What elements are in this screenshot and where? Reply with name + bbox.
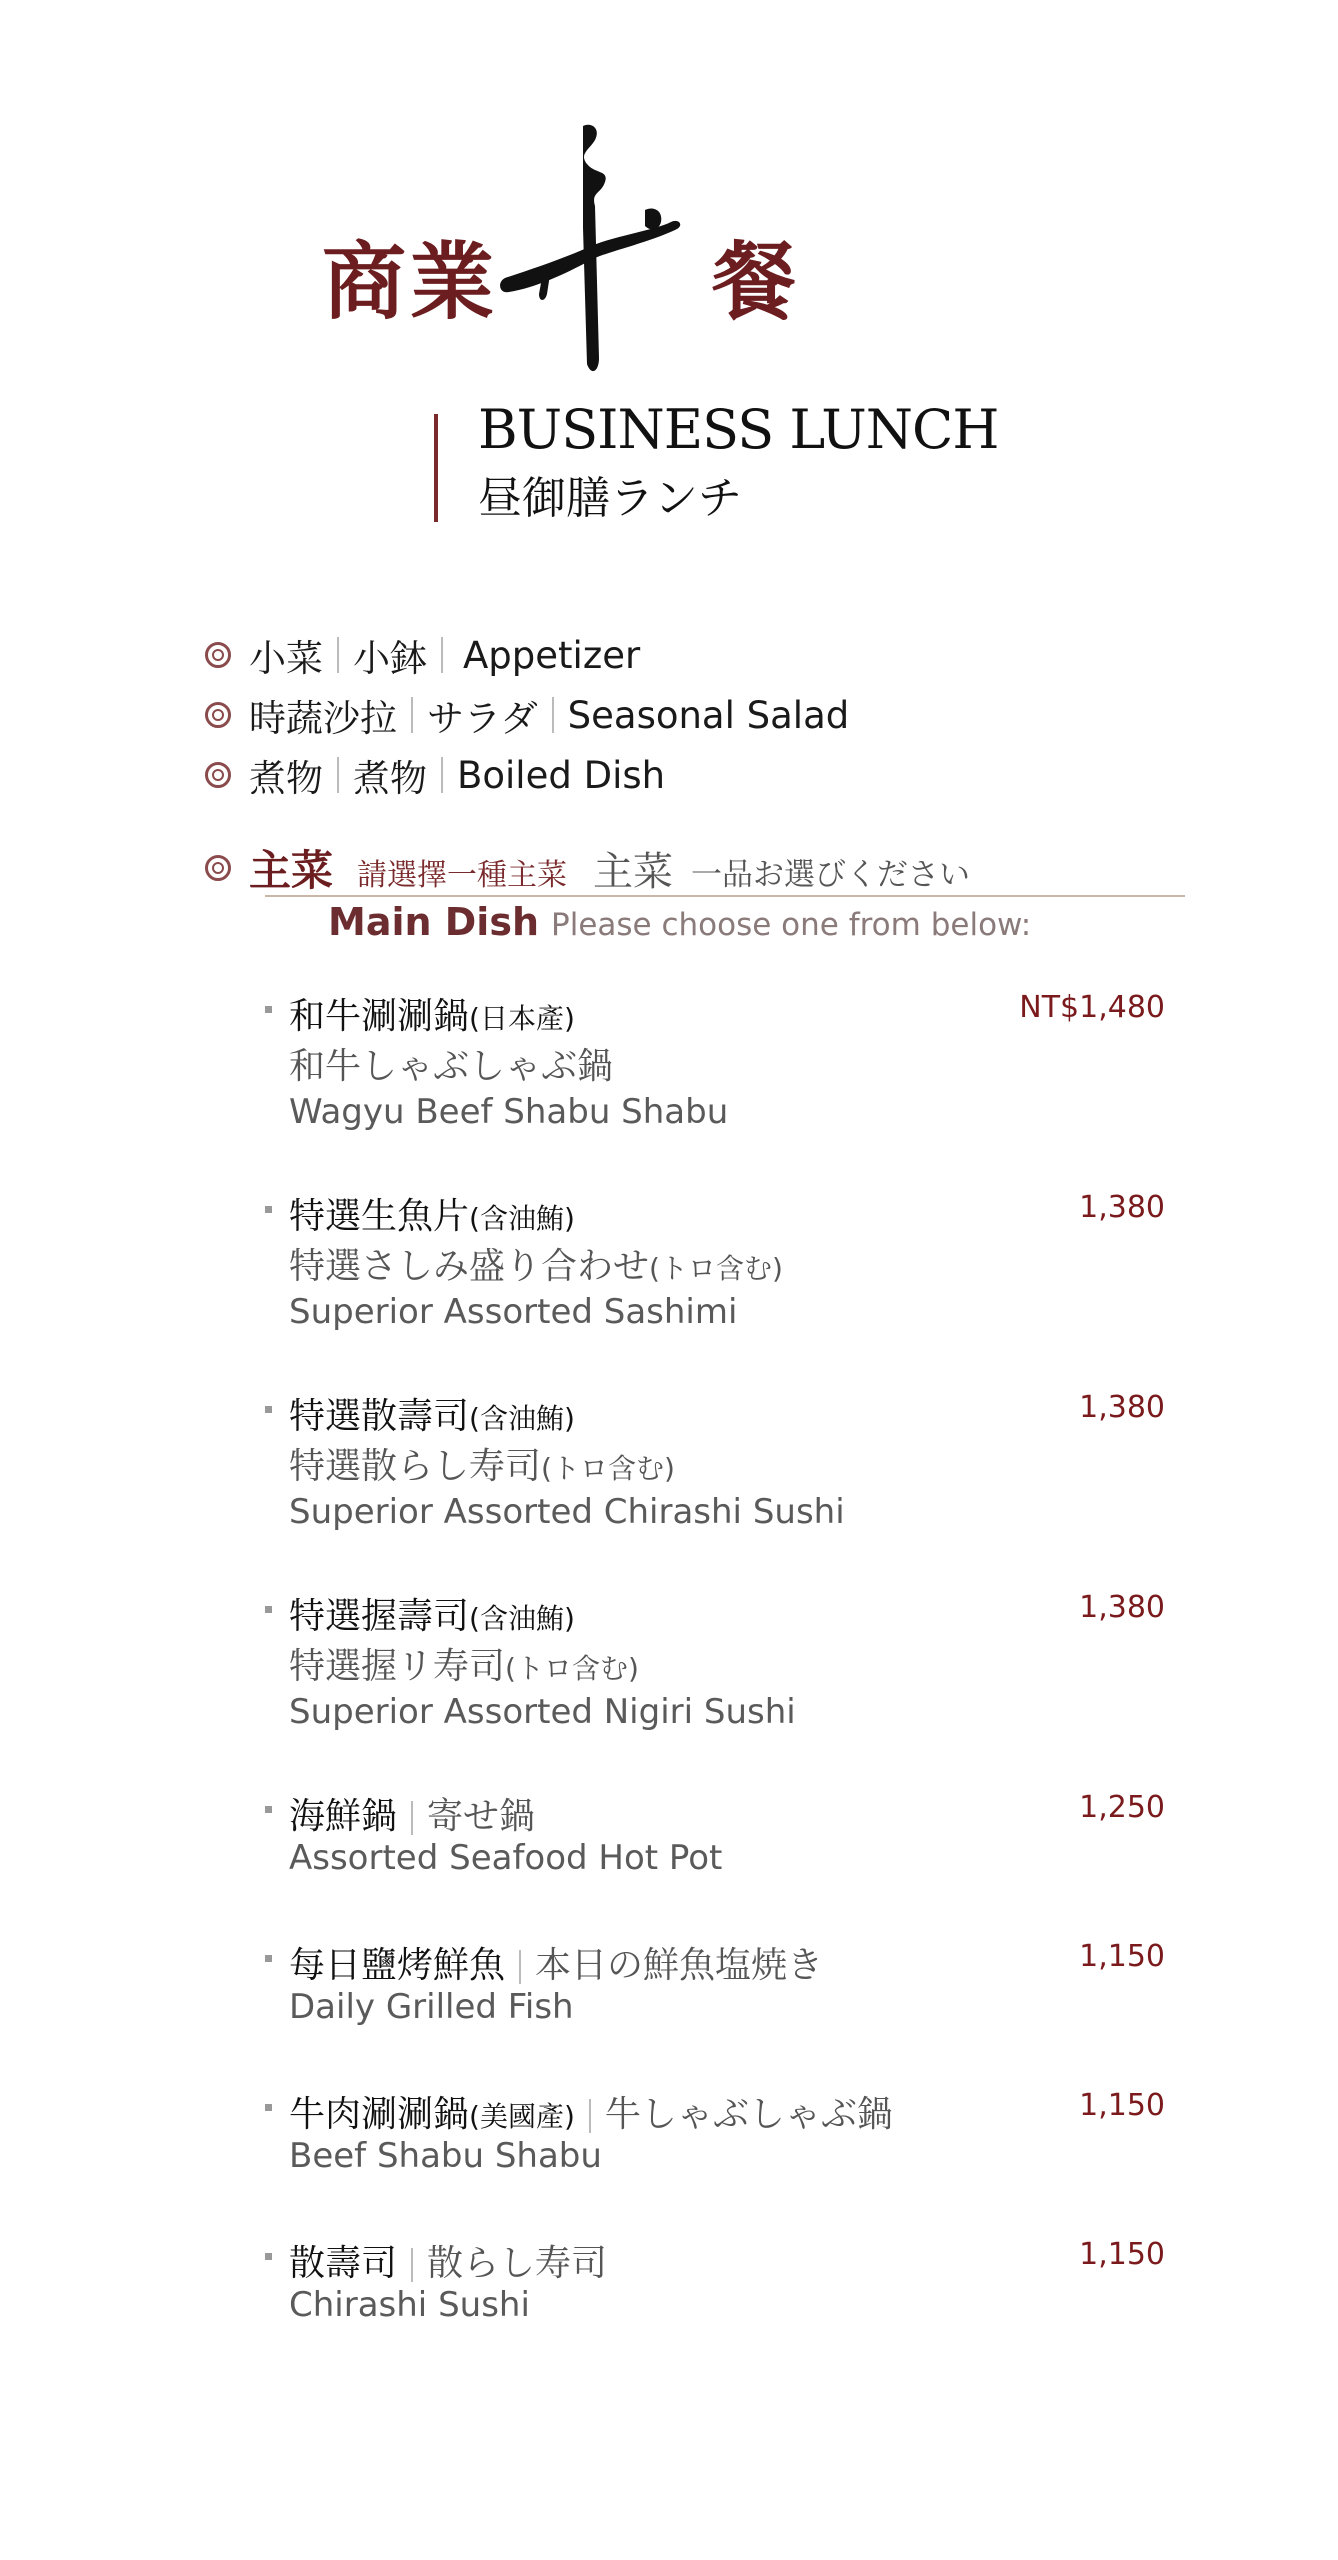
dish-name-row <box>289 1788 535 1839</box>
dish-price: NT$1,480 <box>1019 990 1165 1025</box>
bullet-icon <box>265 1955 272 1962</box>
dish-name-en: Chirashi Sushi <box>289 2285 530 2325</box>
course-jp: 小鉢 <box>353 637 427 680</box>
dish-name-cn-row <box>289 1388 575 1439</box>
dish-name-jp: 特選散らし寿司 <box>289 1446 542 1487</box>
bullet-icon <box>265 1806 272 1813</box>
dish-price: 1,150 <box>1079 1939 1165 1974</box>
divider <box>552 697 554 733</box>
course-jp: 煮物 <box>353 757 427 800</box>
title-cn-left: 商業 <box>322 232 499 331</box>
dish-name-en: Beef Shabu Shabu <box>289 2136 602 2176</box>
divider <box>411 697 413 733</box>
dish-name-jp: 散らし寿司 <box>427 2243 608 2284</box>
dish-name-en: Superior Assorted Chirashi Sushi <box>289 1492 845 1532</box>
dish-name-row <box>289 2086 893 2137</box>
double-circle-icon <box>205 642 231 668</box>
bullet-icon <box>265 1406 272 1413</box>
dish-note-jp: (トロ含む) <box>541 1452 675 1485</box>
main-dish-heading <box>205 838 970 898</box>
course-item <box>205 688 849 742</box>
bullet-icon <box>265 2104 272 2111</box>
dish-name-jp: 特選さしみ盛り合わせ <box>289 1246 650 1287</box>
dish-name-cn: 特選散壽司 <box>289 1396 470 1437</box>
bullet-icon <box>265 1206 272 1213</box>
main-heading-cn-sub: 請選擇一種主菜 <box>357 858 568 893</box>
main-heading-jp: 主菜 <box>593 849 674 895</box>
course-jp: サラダ <box>427 697 538 740</box>
dish-name-cn: 每日鹽烤鮮魚 <box>289 1945 506 1986</box>
dish-name-cn: 特選生魚片 <box>289 1196 470 1237</box>
double-circle-icon <box>205 702 231 728</box>
main-heading-en: Main Dish <box>328 900 540 944</box>
course-en: Appetizer <box>463 633 641 677</box>
dish-name-cn-row <box>289 1588 575 1639</box>
dish-name-en: Daily Grilled Fish <box>289 1987 574 2027</box>
dish-name-cn-row <box>289 1188 575 1239</box>
bullet-icon <box>265 2253 272 2260</box>
dish-name-jp: 牛しゃぶしゃぶ鍋 <box>604 2094 893 2135</box>
dish-note-cn: (含油鮪) <box>469 1402 575 1435</box>
dish-price: 1,150 <box>1079 2237 1165 2272</box>
heading-rule <box>265 895 1185 897</box>
title-jp: 昼御膳ランチ <box>478 473 742 524</box>
main-heading-jp-sub: 一品お選びください <box>691 857 971 893</box>
dish-name-cn: 特選握壽司 <box>289 1596 470 1637</box>
dish-name-jp-row <box>289 1238 783 1289</box>
title-cn-right: 餐 <box>712 232 801 331</box>
main-heading-en-sub: Please choose one from below: <box>551 907 1032 943</box>
calligraphy-logo <box>495 118 695 382</box>
double-circle-icon <box>205 855 231 881</box>
dish-name-cn: 和牛涮涮鍋 <box>289 996 470 1037</box>
dish-note-cn: (日本產) <box>469 1002 575 1035</box>
main-heading-en-row <box>328 900 1031 944</box>
title-divider <box>434 414 438 522</box>
dish-price: 1,150 <box>1079 2088 1165 2123</box>
course-en: Boiled Dish <box>457 753 666 797</box>
dish-note-cn: (美國產) <box>469 2100 575 2133</box>
dish-name-jp: 特選握リ寿司 <box>289 1646 506 1687</box>
course-cn: 小菜 <box>249 637 323 680</box>
divider <box>441 757 443 793</box>
divider <box>411 1801 413 1835</box>
bullet-icon <box>265 1006 272 1013</box>
dish-price: 1,380 <box>1079 1590 1165 1625</box>
dish-name-cn-row <box>289 988 575 1039</box>
dish-name-en: Superior Assorted Nigiri Sushi <box>289 1692 796 1732</box>
course-cn: 煮物 <box>249 757 323 800</box>
course-item <box>205 628 640 682</box>
dish-name-jp: 寄せ鍋 <box>427 1796 536 1837</box>
title-en: BUSINESS LUNCH <box>478 398 999 461</box>
dish-name-en: Assorted Seafood Hot Pot <box>289 1838 723 1878</box>
course-en: Seasonal Salad <box>567 693 850 737</box>
course-cn: 時蔬沙拉 <box>249 697 397 740</box>
dish-note-cn: (含油鮪) <box>469 1602 575 1635</box>
dish-name-en: Wagyu Beef Shabu Shabu <box>289 1092 729 1132</box>
divider <box>441 637 443 673</box>
divider <box>589 2099 591 2133</box>
dish-price: 1,380 <box>1079 1190 1165 1225</box>
double-circle-icon <box>205 762 231 788</box>
dish-name-cn: 散壽司 <box>289 2243 398 2284</box>
dish-name-jp-row <box>289 1638 639 1689</box>
course-item <box>205 748 665 802</box>
dish-name-jp: 本日の鮮魚塩焼き <box>535 1945 824 1986</box>
bullet-icon <box>265 1606 272 1613</box>
dish-note-jp: (トロ含む) <box>505 1652 639 1685</box>
dish-name-cn: 牛肉涮涮鍋 <box>289 2094 470 2135</box>
divider <box>337 637 339 673</box>
dish-note-cn: (含油鮪) <box>469 1202 575 1235</box>
dish-name-jp: 和牛しゃぶしゃぶ鍋 <box>289 1046 614 1087</box>
dish-name-cn: 海鮮鍋 <box>289 1796 398 1837</box>
dish-name-jp-row <box>289 1438 675 1489</box>
dish-name-row <box>289 1937 823 1988</box>
dish-price: 1,250 <box>1079 1790 1165 1825</box>
dish-price: 1,380 <box>1079 1390 1165 1425</box>
divider <box>337 757 339 793</box>
main-heading-cn: 主菜 <box>249 846 334 895</box>
divider <box>519 1950 521 1984</box>
dish-name-en: Superior Assorted Sashimi <box>289 1292 738 1332</box>
dish-note-jp: (トロ含む) <box>649 1252 783 1285</box>
dish-name-row <box>289 2235 607 2286</box>
divider <box>411 2248 413 2282</box>
